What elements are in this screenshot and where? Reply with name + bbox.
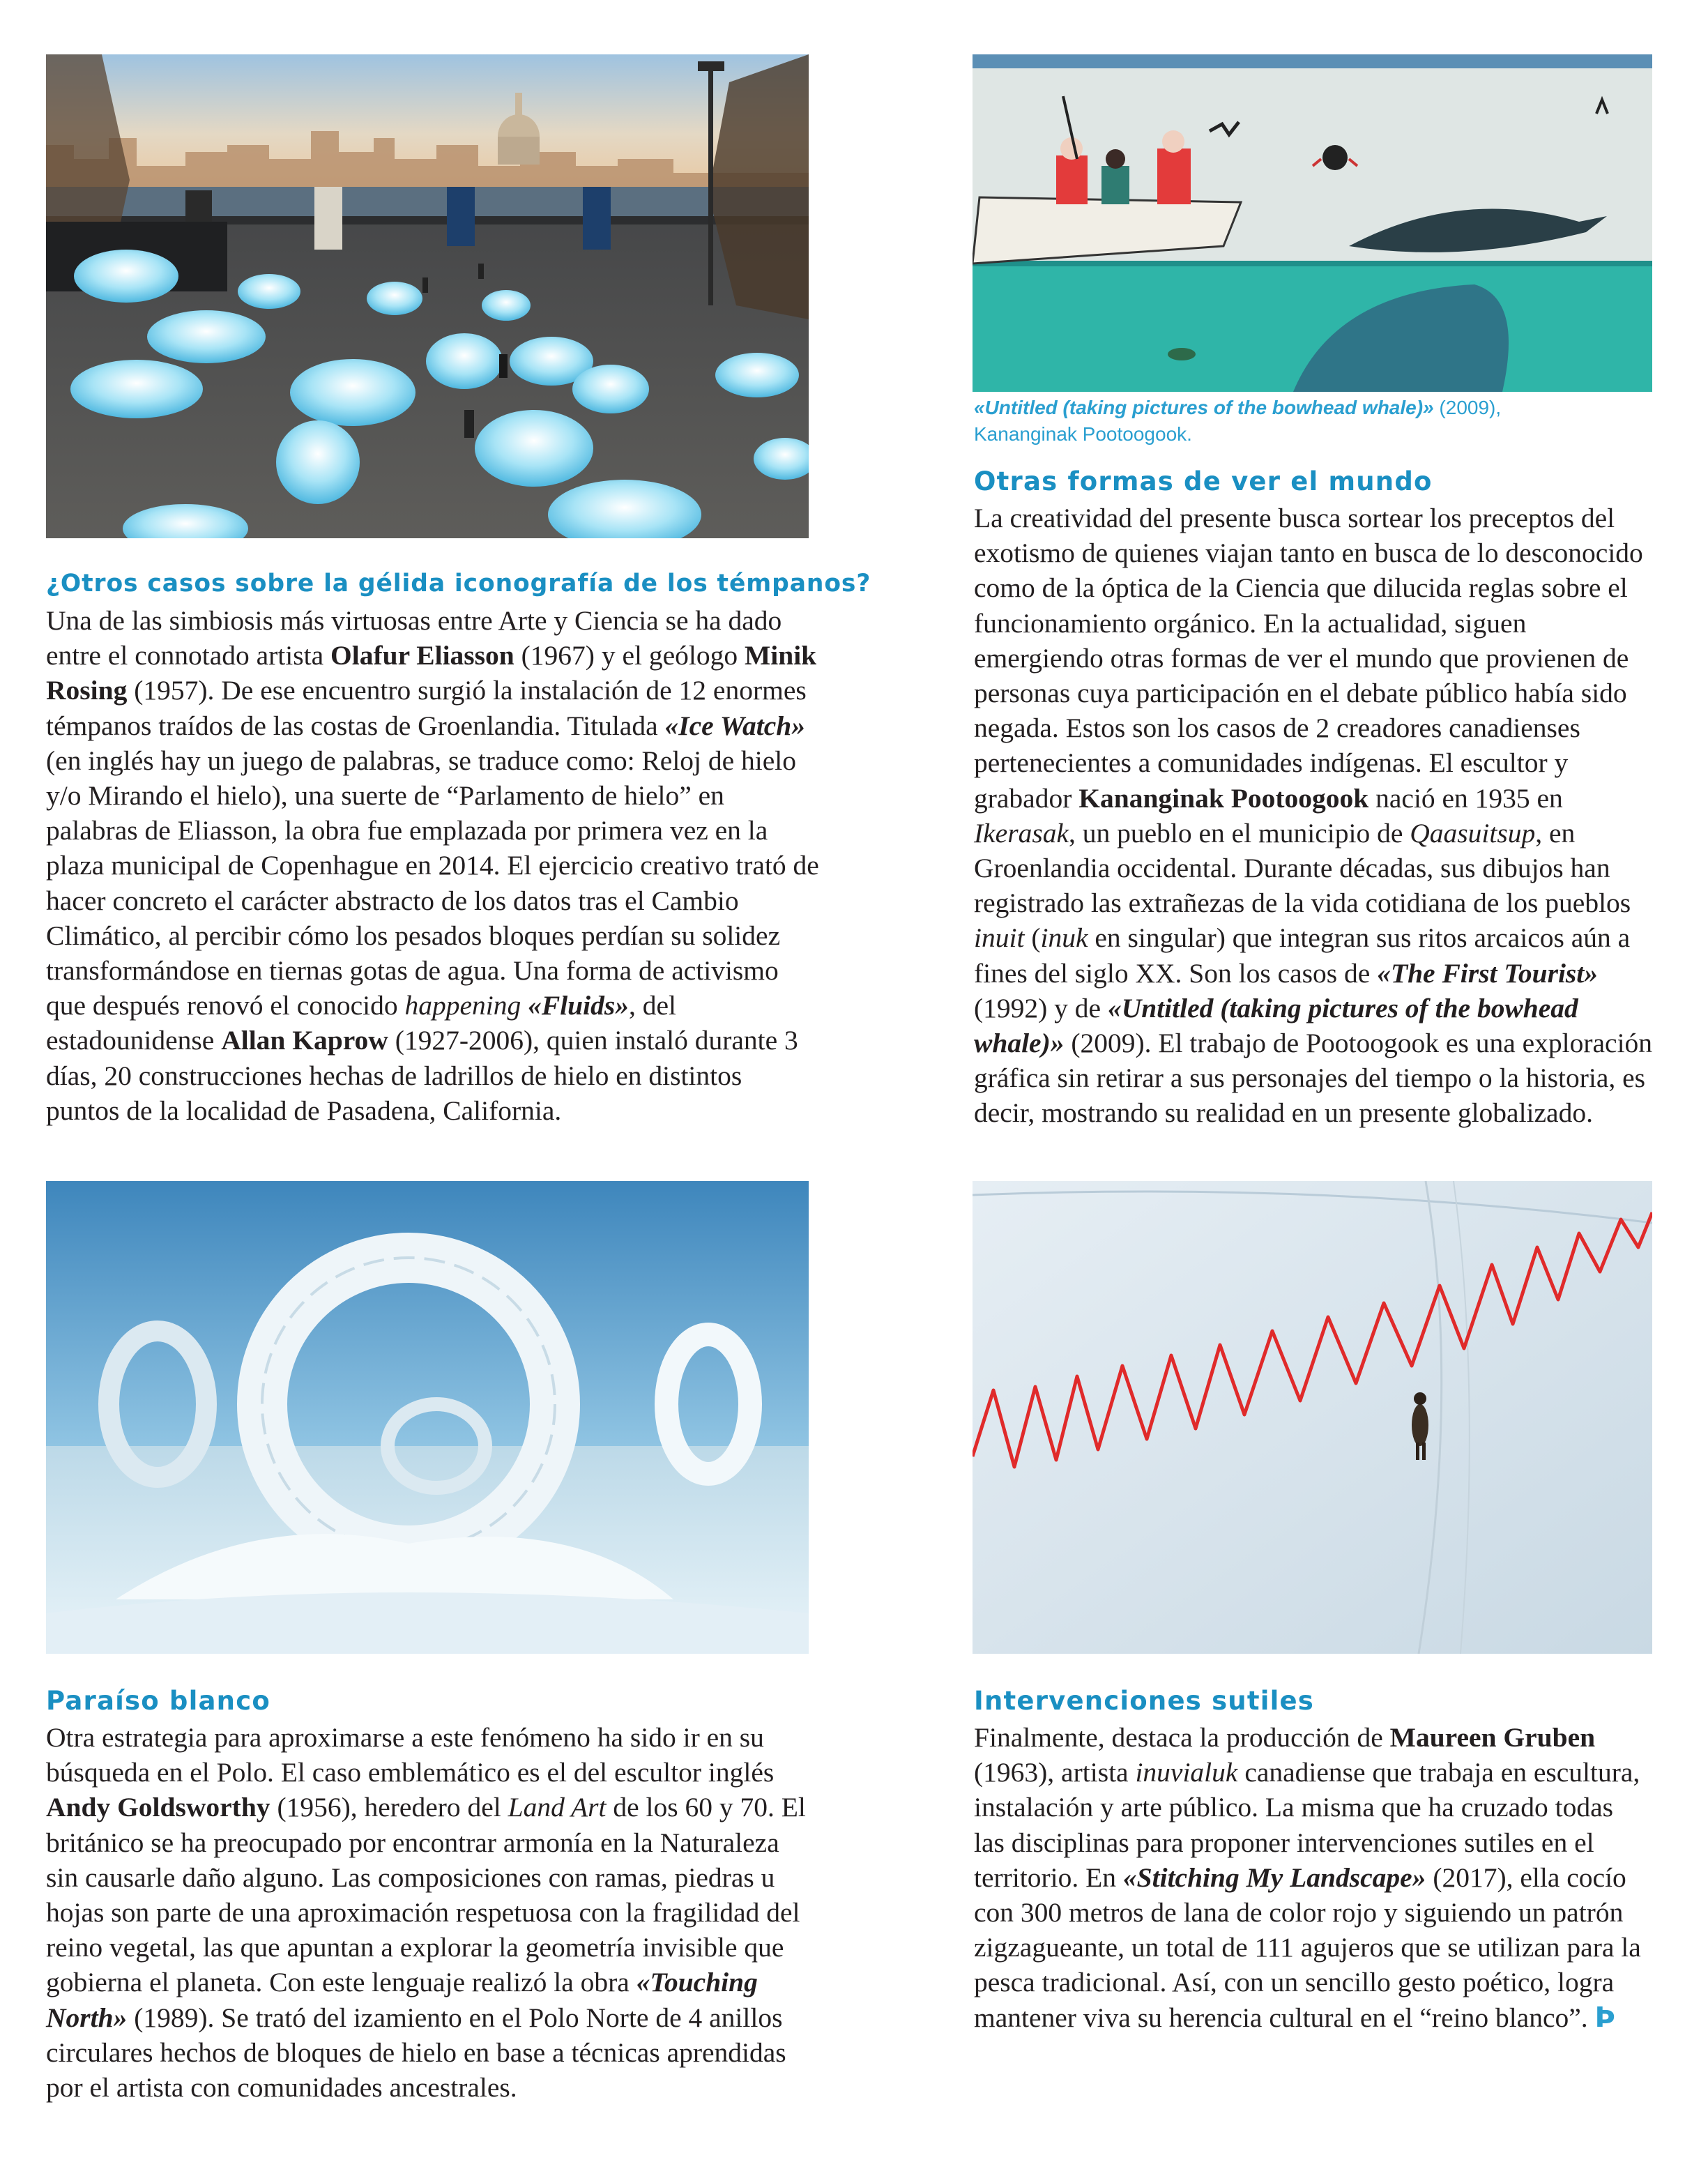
- section2-heading: Otras formas de ver el mundo: [974, 466, 1433, 496]
- artist-andy-goldsworthy: Andy Goldsworthy: [46, 1792, 270, 1823]
- artist-allan-kaprow: Allan Kaprow: [221, 1025, 388, 1056]
- section1-heading: ¿Otros casos sobre la gélida iconografía de los témpanos?: [46, 570, 871, 598]
- section2-body: La creatividad del presente busca sortear los preceptos del exotismo de quienes viajan tanto en busca de lo desconocido como de la óptica de la Ciencia que dilucida reglas sobre el funcionamiento orgánico. En la actualidad, siguen emergiendo otras formas de ver el mundo que provienen de personas cuya participación en el debate público había sido negada. Estos son los casos de 2 creadores canadienses pertenecientes a comunidades indígenas. El escultor y grabador Kananginak Pootoogook nació en 1935 en Ikerasak, un pueblo en el municipio de Qaasuitsup, en Groenlandia occidental. Durante décadas, sus dibujos han registrado las extrañezas de la vida cotidiana de los pueblos inuit (inuk en singular) que integran sus ritos arcaicos aún a fines del siglo XX. Son los casos de «The First Tourist» (1992) y de «Untitled (taking pictures of the bowhead whale)» (2009). El trabajo de Pootoogook es una exploración gráfica sin retirar a sus personajes del tiempo o la historia, es decir, mostrando su realidad en un presente globalizado.: [974, 503, 1653, 1129]
- artist-kananginak-pootoogook: Kananginak Pootoogook: [1078, 782, 1369, 814]
- ice-watch-photo: [46, 54, 809, 538]
- bowhead-caption: [974, 395, 1657, 448]
- caption-title: «Untitled (taking pictures of the bowhead whale)»: [974, 397, 1434, 418]
- bowhead-whale-drawing: [973, 54, 1652, 392]
- artist-minik-rosing: Minik Rosing: [46, 640, 817, 706]
- work-stitching-my-landscape: «Stitching My Landscape»: [1122, 1862, 1426, 1893]
- section3-body: Otra estrategia para aproximarse a este fenómeno ha sido ir en su búsqueda en el Polo. El caso emblemático es el del escultor inglés Andy Goldsworthy (1956), heredero del Land Art de los 60 y 70. El británico se ha preocupado por encontrar armonía en la Naturaleza sin causarle daño alguno. Las composiciones con ramas, piedras u hojas son parte de una aproximación respetuosa con la fragilidad del reino vegetal, las que apuntan a explorar la geometría invisible que gobierna el planeta. Con este lenguaje realizó la obra «Touching North» (1989). Se trató del izamiento en el Polo Norte de 4 anillos circulares hechos de bloques de hielo en base a técnicas aprendidas por el artista con comunidades ancestrales.: [46, 1722, 806, 2103]
- work-touching-north: «Touching North»: [46, 1967, 758, 2033]
- section4-heading: Intervenciones sutiles: [974, 1686, 1314, 1716]
- artist-maureen-gruben: Maureen Gruben: [1389, 1722, 1596, 1753]
- section1-body: Una de las simbiosis más virtuosas entre Arte y Ciencia se ha dado entre el connotado artista Olafur Eliasson (1967) y el geólogo Minik Rosing (1957). De ese encuentro surgió la instalación de 12 enormes témpanos traídos de las costas de Groenlandia. Titulada «Ice Watch» (en inglés hay un juego de palabras, se traduce como: Reloj de hielo y/o Mirando el hielo), una suerte de “Parlamento de hielo” en palabras de Eliasson, la obra fue emplazada por primera vez en la plaza municipal de Copenhague en 2014. El ejercicio creativo trató de hacer concreto el carácter abstracto de los datos tras el Cambio Climático, al percibir cómo los pesados bloques perdían su solidez transformándose en tiernas gotas de agua. Una forma de activismo que después renovó el conocido happening «Fluids», del estadounidense Allan Kaprow (1927-2006), quien instaló durante 3 días, 20 construcciones hechas de ladrillos de hielo en distintos puntos de la localidad de Pasadena, California.: [46, 605, 819, 1126]
- caption-year: (2009),: [1433, 397, 1502, 418]
- artist-olafur-eliasson: Olafur Eliasson: [330, 640, 514, 671]
- section3-heading: Paraíso blanco: [46, 1686, 270, 1716]
- section4-body: Finalmente, destaca la producción de Maureen Gruben (1963), artista inuvialuk canadiense que trabaja en escultura, instalación y arte público. La misma que ha cruzado todas las disciplinas para proponer intervenciones sutiles en el territorio. En «Stitching My Landscape» (2017), ella cocío con 300 metros de lana de color rojo y siguiendo un patrón zigzagueante, un total de 111 agujeros que se utilizan para la pesca tradicional. Así, con un sencillo gesto poético, logra mantener viva su herencia cultural en el “reino blanco”. Ϸ: [974, 1722, 1641, 2034]
- work-fluids: «Fluids»: [528, 990, 629, 1021]
- touching-north-photo: [46, 1181, 809, 1654]
- end-mark-icon: Ϸ: [1594, 2001, 1616, 2034]
- caption-artist: Kananginak Pootoogook.: [974, 423, 1192, 445]
- work-the-first-tourist: «The First Tourist»: [1377, 957, 1599, 989]
- stitching-my-landscape-photo: [973, 1181, 1652, 1654]
- work-ice-watch: «Ice Watch»: [664, 710, 805, 741]
- work-untitled-bowhead: «Untitled (taking pictures of the bowhead whale)»: [974, 992, 1578, 1059]
